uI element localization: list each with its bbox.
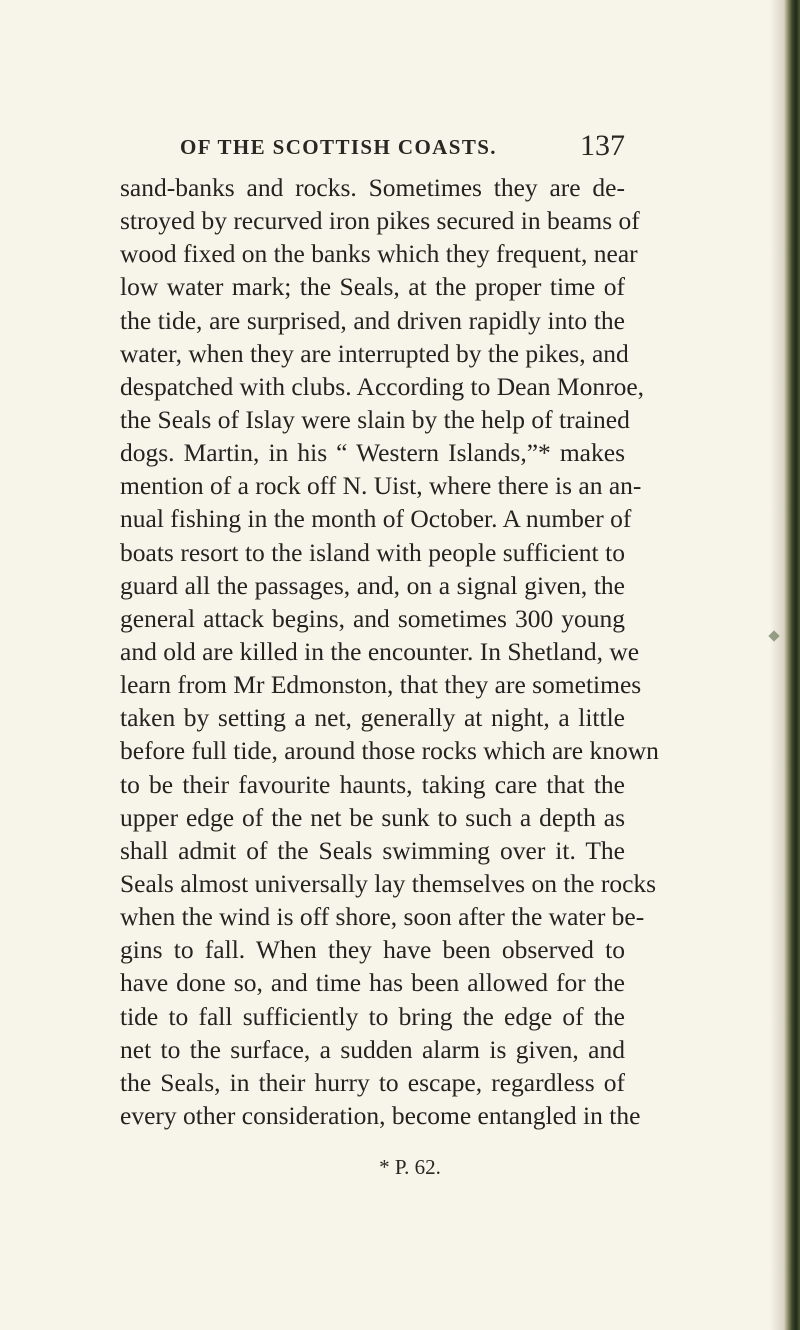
text-line: dogs. Martin, in his “ Western Islands,”* makes [120, 438, 625, 468]
running-title: OF THE SCOTTISH COASTS. [180, 135, 497, 159]
text-line: and old are killed in the encounter. In Shetland, we [120, 636, 640, 666]
text-line: the tide, are surprised, and driven rapidly into the [120, 305, 625, 335]
text-line: water, when they are interrupted by the pikes, and [120, 338, 629, 368]
text-line: every other consideration, become entangled in the [120, 1100, 641, 1130]
text-line: taken by setting a net, generally at night, a little [120, 703, 625, 733]
text-line: Seals almost universally lay themselves on the rocks [120, 868, 657, 898]
text-line: tide to fall sufficiently to bring the edge of the [120, 1001, 625, 1031]
text-line: general attack begins, and sometimes 300 young [120, 603, 625, 633]
text-line: before full tide, around those rocks which are known [120, 736, 659, 766]
text-line: the Seals of Islay were slain by the help of trained [120, 404, 630, 434]
book-spine-edge [784, 0, 800, 1330]
text-line: stroyed by recurved iron pikes secured in beams of [120, 206, 640, 236]
text-line: upper edge of the net be sunk to such a depth as [120, 802, 625, 832]
text-line: shall admit of the Seals swimming over it. The [120, 835, 625, 865]
text-line: wood fixed on the banks which they frequent, near [120, 239, 638, 269]
body-text [120, 171, 659, 1132]
text-line: nual fishing in the month of October. A number of [120, 504, 632, 534]
text-line: mention of a rock off N. Uist, where there is an an- [120, 471, 642, 501]
page-number: 137 [580, 129, 625, 162]
text-line: the Seals, in their hurry to escape, regardless of [120, 1067, 625, 1097]
text-line: gins to fall. When they have been observed to [120, 935, 625, 965]
gutter-shadow [770, 0, 784, 1330]
footnote: * P. 62. [379, 1155, 441, 1179]
text-line: have done so, and time has been allowed for the [120, 968, 625, 998]
text-line: low water mark; the Seals, at the proper time of [120, 272, 625, 302]
text-line: when the wind is off shore, soon after the water be- [120, 902, 645, 932]
text-line: to be their favourite haunts, taking care that the [120, 769, 625, 799]
text-line: boats resort to the island with people sufficient to [120, 537, 625, 567]
text-line: guard all the passages, and, on a signal given, the [120, 570, 625, 600]
text-line: net to the surface, a sudden alarm is given, and [120, 1034, 625, 1064]
text-line: learn from Mr Edmonston, that they are sometimes [120, 670, 642, 700]
text-line: sand-banks and rocks. Sometimes they are de- [120, 173, 625, 202]
text-line: despatched with clubs. According to Dean Monroe, [120, 371, 645, 401]
